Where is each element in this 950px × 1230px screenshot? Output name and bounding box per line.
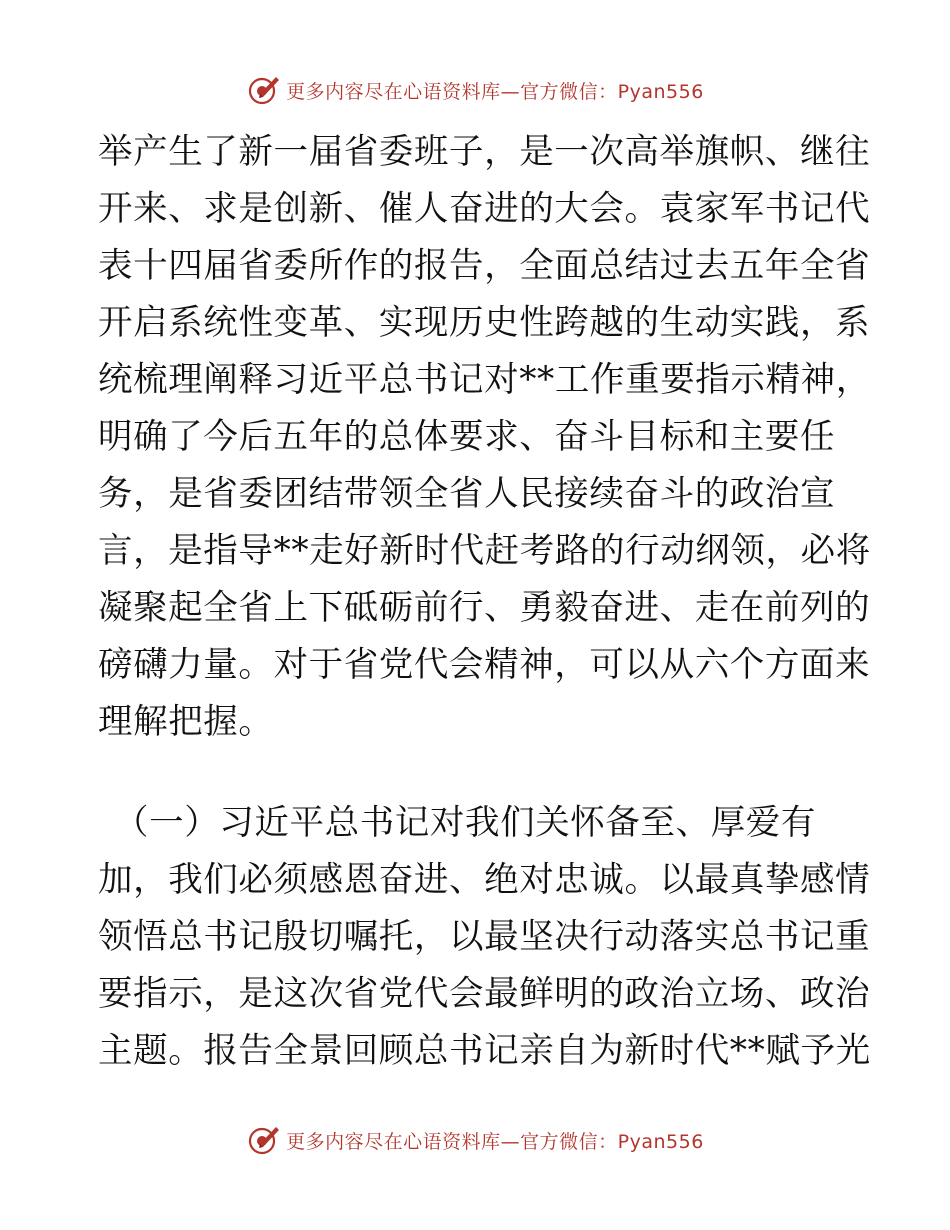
text-line: 领悟总书记殷切嘱托，以最坚决行动落实总书记重 [98, 917, 871, 957]
paragraph-2 [98, 795, 871, 1080]
document-body [98, 124, 871, 1080]
watermark-text: 更多内容尽在心语资料库—官方微信：Pyan556 [286, 80, 704, 103]
paragraph-1 [98, 124, 871, 751]
text-line: 表十四届省委所作的报告，全面总结过去五年全省 [98, 246, 871, 286]
text-line: 言，是指导**走好新时代赶考路的行动纲领，必将 [98, 531, 871, 571]
watermark-header [0, 70, 950, 110]
text-line: 务，是省委团结带领全省人民接续奋斗的政治宣 [98, 474, 836, 514]
text-line: 凝聚起全省上下砥砺前行、勇毅奋进、走在前列的 [98, 588, 871, 628]
text-line: 主题。报告全景回顾总书记亲自为新时代**赋予光 [98, 1031, 871, 1071]
text-line: 要指示，是这次省党代会最鲜明的政治立场、政治 [98, 974, 871, 1014]
watermark-text: 更多内容尽在心语资料库—官方微信：Pyan556 [286, 1130, 704, 1153]
text-line: 加，我们必须感恩奋进、绝对忠诚。以最真挚感情 [98, 860, 871, 900]
pen-logo-icon [246, 72, 282, 108]
text-line: 理解把握。 [98, 702, 274, 742]
text-line: 开启系统性变革、实现历史性跨越的生动实践，系 [98, 303, 871, 343]
text-line: 磅礴力量。对于省党代会精神，可以从六个方面来 [98, 645, 871, 685]
pen-logo-icon [246, 1122, 282, 1158]
text-line: 统梳理阐释习近平总书记对**工作重要指示精神， [98, 360, 871, 400]
section-heading-line: （一）习近平总书记对我们关怀备至、厚爱有 [114, 803, 816, 843]
text-line: 开来、求是创新、催人奋进的大会。袁家军书记代 [98, 189, 871, 229]
text-line: 举产生了新一届省委班子，是一次高举旗帜、继往 [98, 132, 871, 172]
text-line: 明确了今后五年的总体要求、奋斗目标和主要任 [98, 417, 836, 457]
watermark-footer [0, 1120, 950, 1160]
